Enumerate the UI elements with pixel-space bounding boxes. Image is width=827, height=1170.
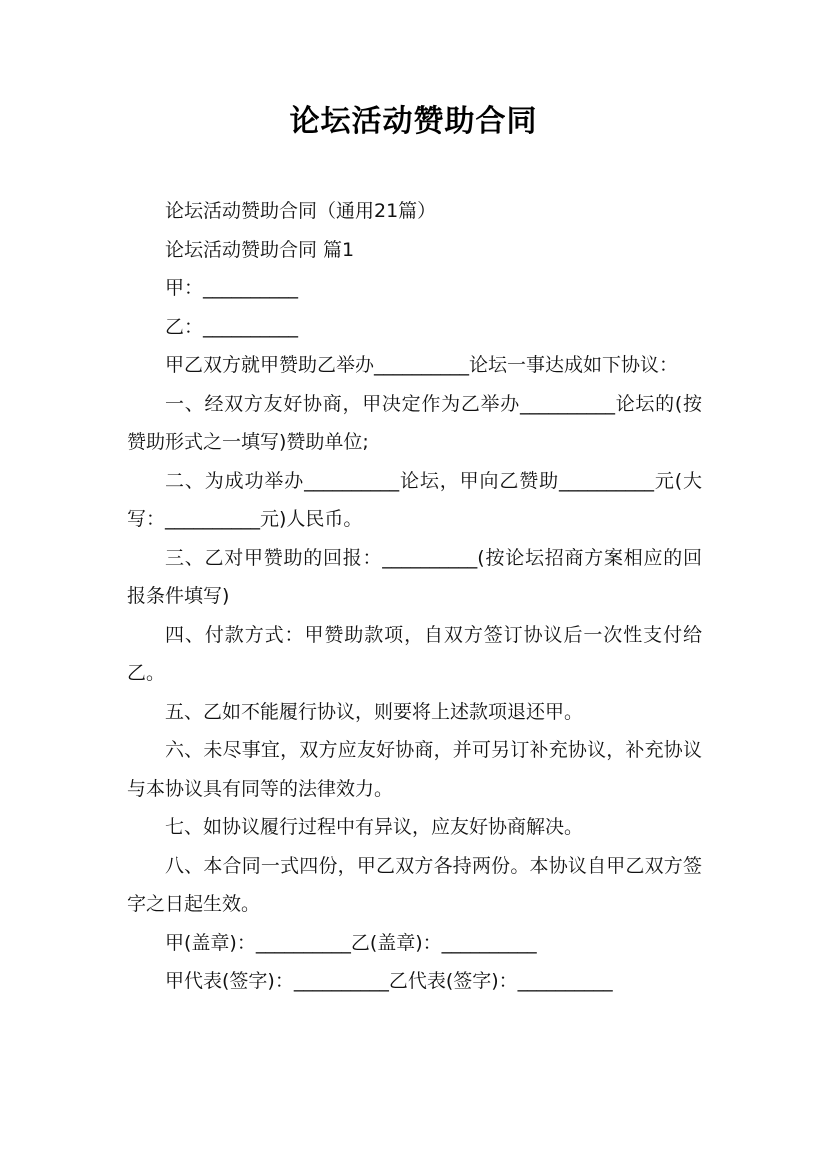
- clause-3: 三、乙对甲赞助的回报：__________(按论坛招商方案相应的回报条件填写): [127, 546, 702, 607]
- party-a-line: 甲：__________: [165, 277, 299, 299]
- seal-line: 甲(盖章)：__________乙(盖章)：__________: [165, 931, 537, 954]
- paragraph-section-title: 论坛活动赞助合同 篇1: [165, 238, 355, 261]
- party-b-line: 乙：__________: [165, 315, 299, 338]
- clause-1: 一、经双方友好协商，甲决定作为乙举办__________论坛的(按赞助形式之一填写)赞助单位;: [127, 392, 702, 453]
- clause-2: 二、为成功举办__________论坛，甲向乙赞助__________元(大写：__________元)人民币。: [127, 469, 702, 530]
- clause-5: 五、乙如不能履行协议，则要将上述款项退还甲。: [165, 700, 584, 723]
- clause-8: 八、本合同一式四份，甲乙双方各持两份。本协议自甲乙双方签字之日起生效。: [127, 854, 702, 915]
- document-body: [127, 192, 702, 1001]
- clause-7: 七、如协议履行过程中有异议，应友好协商解决。: [165, 816, 584, 838]
- clause-6: 六、未尽事宜，双方应友好协商，并可另订补充协议，补充协议与本协议具有同等的法律效力。: [127, 739, 702, 800]
- agreement-intro: 甲乙双方就甲赞助乙举办__________论坛一事达成如下协议：: [165, 354, 679, 376]
- signature-line: 甲代表(签字)：__________乙代表(签字)：__________: [165, 970, 613, 992]
- document-title: 论坛活动赞助合同: [289, 104, 538, 139]
- clause-4: 四、付款方式：甲赞助款项，自双方签订协议后一次性支付给乙。: [127, 623, 702, 684]
- paragraph-heading: 论坛活动赞助合同（通用21篇）: [165, 200, 437, 222]
